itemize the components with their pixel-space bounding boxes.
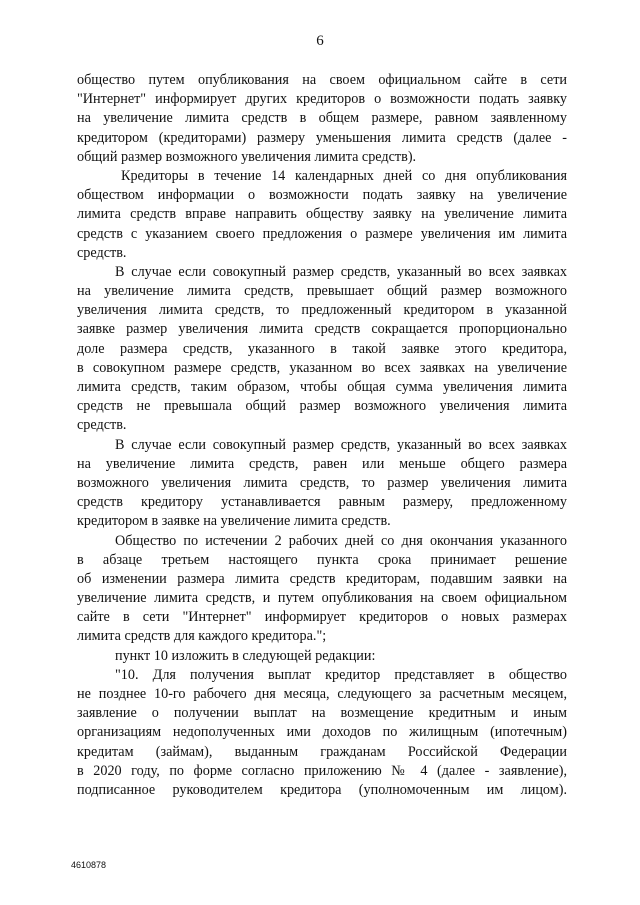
text-line: обществом информации о возможности подать заявку на увеличение [77, 187, 567, 204]
text-line: сайте в сети "Интернет" информирует кредиторов о новых размерах [77, 609, 567, 626]
text-line: кредитором в заявке на увеличение лимита средств. [77, 513, 391, 530]
text-line: в совокупном размере средств, указанном во всех заявках на увеличение [77, 359, 567, 376]
text-line: Кредиторы в течение 14 календарных дней со дня опубликования [121, 167, 567, 184]
text-line: возможного увеличения лимита средств, то размер увеличения лимита [77, 474, 567, 491]
text-line: Общество по истечении 2 рабочих дней со дня окончания указанного [115, 532, 567, 549]
text-line: не позднее 10-го рабочего дня месяца, следующего за расчетным месяцем, [77, 686, 567, 702]
document-body [77, 71, 567, 800]
text-line: на увеличение лимита средств в общем размере, равном заявленному [77, 110, 567, 127]
text-line: увеличение лимита средств, и путем опубликования на своем официальном [77, 590, 567, 607]
text-line: увеличения лимита средств, то предложенный кредитором в указанной [77, 302, 567, 319]
text-line: В случае если совокупный размер средств, указанный во всех заявках [115, 263, 567, 280]
text-line: подписанное руководителем кредитора (уполномоченным им лицом). [77, 781, 567, 798]
text-line: на увеличение лимита средств, превышает общий размер возможного [77, 283, 567, 300]
text-line: "Интернет" информирует других кредиторов о возможности подать заявку [77, 91, 567, 108]
text-line: "10. Для получения выплат кредитор представляет в общество [115, 666, 567, 683]
text-line: лимита средств вправе направить обществу заявку на увеличение лимита [77, 206, 567, 223]
page-number: 6 [316, 33, 324, 49]
text-line: лимита средств, таким образом, чтобы общая сумма увеличения лимита [77, 379, 567, 395]
text-line: средств. [77, 244, 127, 261]
text-line: в 2020 году, по форме согласно приложению № 4 (далее - заявление), [77, 762, 567, 779]
text-line: заявление о получении выплат на возмещение кредитным и иным [77, 705, 567, 722]
text-line: средств не превышала общий размер возможного увеличения лимита [77, 398, 567, 415]
text-line: средств с указанием своего предложения о размере увеличения им лимита [77, 225, 567, 242]
text-line: организациям недополученных ими доходов по жилищным (ипотечным) [77, 724, 567, 741]
text-line: пункт 10 изложить в следующей редакции: [115, 647, 376, 664]
text-line: лимита средств для каждого кредитора."; [77, 628, 327, 645]
text-line: заявке размер увеличения лимита средств сокращается пропорционально [77, 321, 567, 338]
document-code: 4610878 [71, 860, 107, 870]
text-line: средств кредитору устанавливается равным размеру, предложенному [77, 494, 567, 511]
text-line: в абзаце третьем настоящего пункта срока принимает решение [77, 551, 567, 568]
text-line: общество путем опубликования на своем официальном сайте в сети [77, 72, 567, 88]
text-line: доле размера средств, указанного в такой заявке этого кредитора, [77, 340, 567, 357]
text-line: В случае если совокупный размер средств, указанный во всех заявках [115, 436, 567, 453]
text-line: об изменении размера лимита средств кредиторам, подавшим заявки на [77, 570, 567, 587]
text-line: общий размер возможного увеличения лимита средств). [77, 148, 417, 165]
text-line: на увеличение лимита средств, равен или меньше общего размера [77, 455, 567, 472]
text-line: кредитам (займам), выданным гражданам Российской Федерации [77, 743, 567, 760]
text-line: средств. [77, 417, 127, 434]
text-line: кредитором (кредиторами) размеру уменьшения лимита средств (далее - [77, 129, 567, 146]
